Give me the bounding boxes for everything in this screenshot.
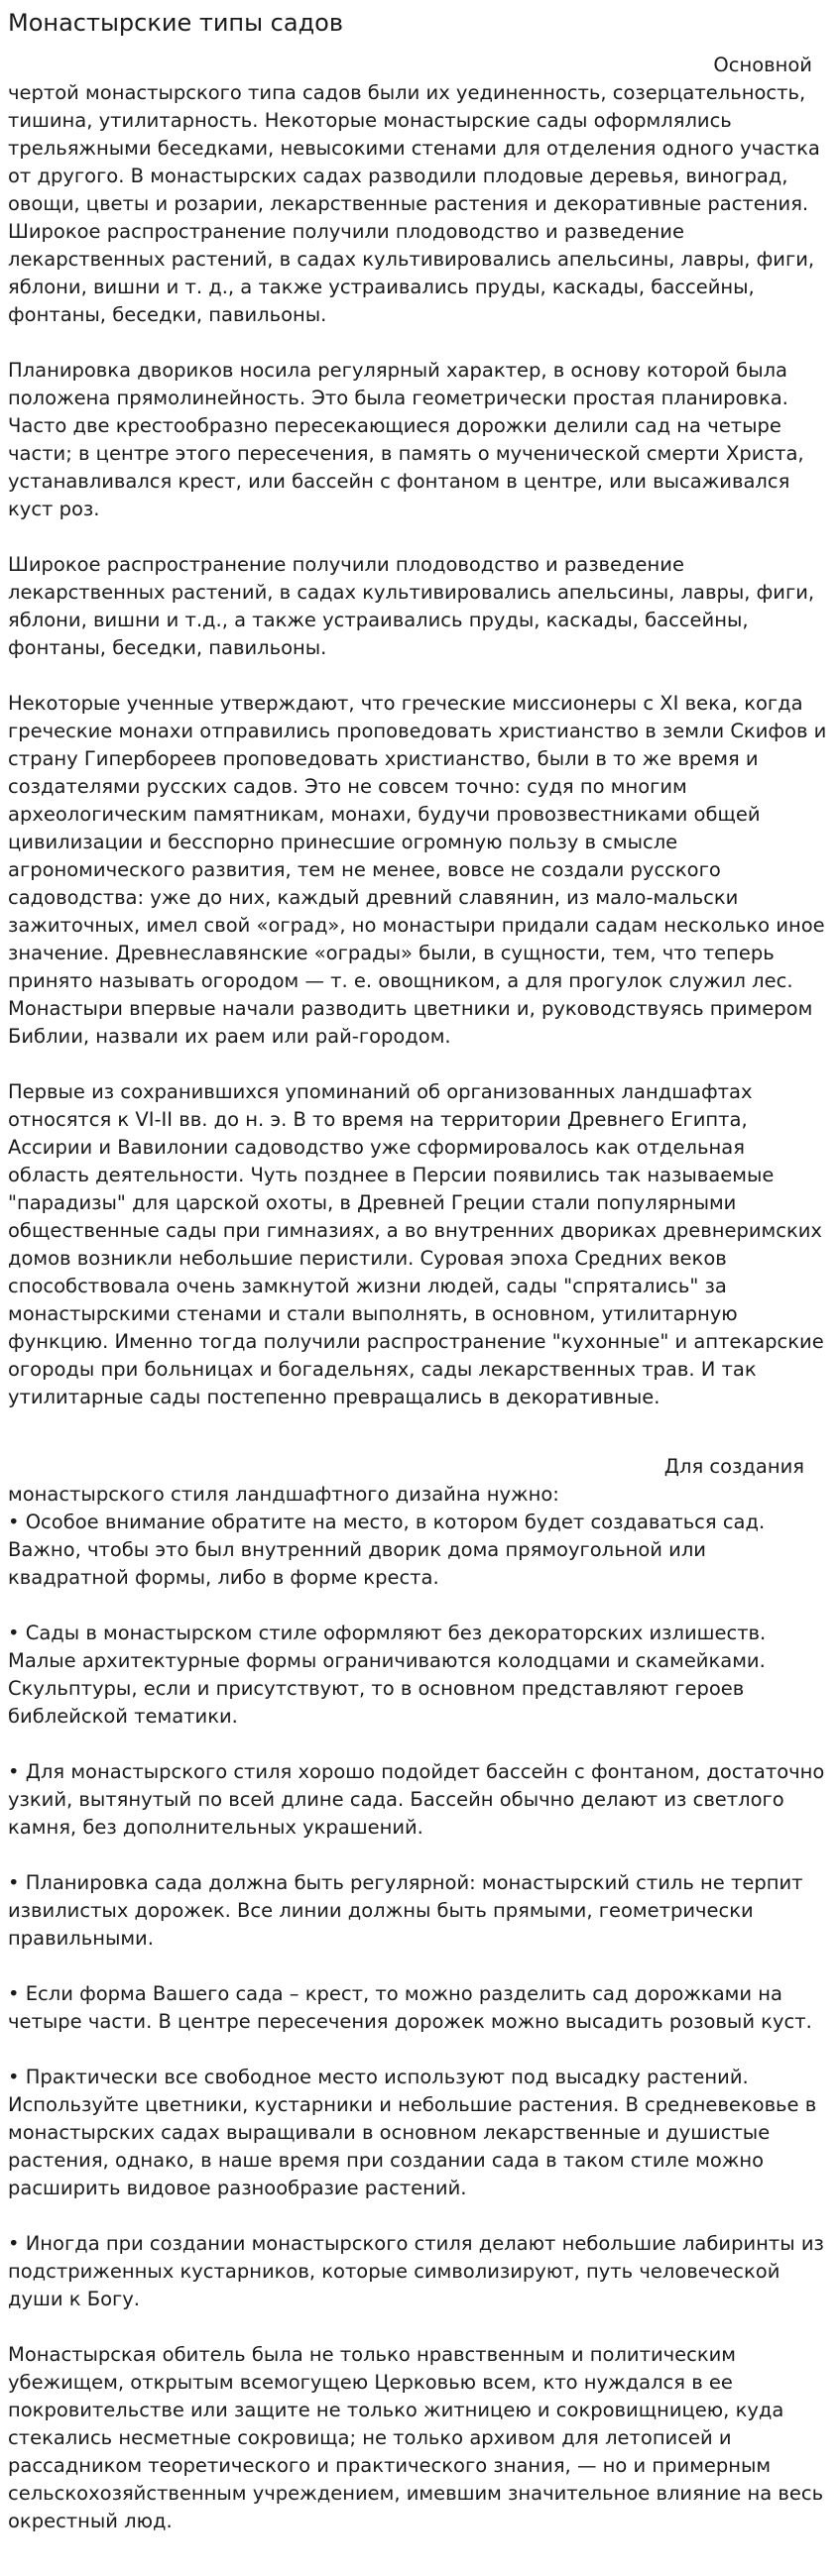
- paragraph-lead-text: Основной: [713, 54, 812, 76]
- paragraph-intro: [8, 52, 832, 329]
- list-item: • Для монастырского стиля хорошо подойдет бассейн с фонтаном, достаточно узкий, вытянутый по всей длине сада. Бассейн обычно делают из светлого камня, без дополнительных украшений.: [8, 1760, 825, 1839]
- page-title: Монастырские типы садов: [8, 9, 344, 37]
- paragraph-history: Первые из сохранившихся упоминаний об организованных ландшафтах относятся к VI-II вв. до н. э. В то время на территории Древнего Египта, Ассирии и Вавилонии садоводство уже сформировалось как отдельная область деятельности. Чуть позднее в Персии появились так называемые "парадизы" для царской охоты, в Древней Греции стали популярными общественные сады при гимназиях, а во внутренних двориках древнеримских домов возникли небольшие перистили. Суровая эпоха Средних веков способствовала очень замкнутой жизни людей, сады "спрятались" за монастырскими стенами и стали выполнять, в основном, утилитарную функцию. Именно тогда получили распространение "кухонные" и аптекарские огороды при больницах и богадельнях, сады лекарственных трав. И так утилитарные сады постепенно превращались в декоративные.: [8, 1080, 824, 1408]
- list-item: • Сады в монастырском стиле оформляют без декораторских излишеств. Малые архитектурные формы ограничиваются колодцами и скамейками. Скульптуры, если и присутствуют, то в основном представляют героев библейской тематики.: [8, 1622, 767, 1728]
- paragraph-lead-text: Для создания: [663, 1455, 804, 1478]
- paragraph-cultivation: Широкое распространение получили плодоводство и разведение лекарственных растений, в садах культивировались апельсины, лавры, фиги, яблони, вишни и т.д., а также устраивались пруды, каскады, бассейны, фонтаны, беседки, павильоны.: [8, 553, 815, 659]
- paragraph-layout: Планировка двориков носила регулярный характер, в основу которой была положена прямолинейность. Это была геометрически простая планировка. Часто две крестообразно пересекающиеся дорожки делили сад на четыре части; в центре этого пересечения, в память о мученической смерти Христа, устанавливался крест, или бассейн с фонтаном в центре, или высаживался куст роз.: [8, 359, 804, 520]
- paragraph-howto-intro: [8, 1453, 832, 1509]
- list-item: • Планировка сада должна быть регулярной: монастырский стиль не терпит извилистых дорожек. Все линии должны быть прямыми, геометрически правильными.: [8, 1871, 803, 1950]
- list-item: • Особое внимание обратите на место, в котором будет создаваться сад. Важно, чтобы это был внутренний дворик дома прямоугольной или квадратной формы, либо в форме креста.: [8, 1511, 766, 1589]
- list-item: • Если форма Вашего сада – крест, то можно разделить сад дорожками на четыре части. В центре пересечения дорожек можно высадить розовый куст.: [8, 1982, 812, 2033]
- paragraph-body-text: чертой монастырского типа садов были их уединенность, созерцательность, тишина, утилитарность. Некоторые монастырские сады оформлялись трельяжными беседками, невысокими стенами для отделения одного участка от другого. В монастырских садах разводили плодовые деревья, виноград, овощи, цветы и розарии, лекарственные растения и декоративные растения. Широкое распространение получили плодоводство и разведение лекарственных растений, в садах культивировались апельсины, лавры, фиги, яблони, вишни и т. д., а также устраивались пруды, каскады, бассейны, фонтаны, беседки, павильоны.: [8, 81, 820, 326]
- paragraph-missionaries: Некоторые ученные утверждают, что греческие миссионеры с XI века, когда греческие монахи отправились проповедовать христианство в земли Скифов и страну Гипербореев проповедовать христианство, были в то же время и создателями русских садов. Это не совсем точно: судя по многим археологическим памятникам, монахи, будучи провозвестниками общей цивилизации и бесспорно принесшие огромную пользу в смысле агрономического развития, тем не менее, вовсе не создали русского садоводства: уже до них, каждый древний славянин, из мало-мальски зажиточных, имел свой «оград», но монастыри придали садам несколько иное значение. Древнеславянские «ограды» были, в сущности, тем, что теперь принято называть огородом — т. е. овощником, а для прогулок служил лес. Монастыри впервые начали разводить цветники и, руководствуясь примером Библии, назвали их раем или рай-городом.: [8, 692, 827, 1048]
- paragraph-conclusion: Монастырская обитель была не только нравственным и политическим убежищем, открытым всемогущею Церковью всем, кто нуждался в ее покровительстве или защите не только житницею и сокровищницею, куда стекались несметные сокровища; не только архивом для летописей и рассадником теоретического и практического знания, — но и примерным сельскохозяйственным учреждением, имевшим значительное влияние на весь окрестный люд.: [8, 2343, 824, 2532]
- list-item: • Иногда при создании монастырского стиля делают небольшие лабиринты из подстриженных кустарников, которые символизируют, путь человеческой души к Богу.: [8, 2232, 824, 2310]
- list-item: • Практически все свободное место используют под высадку растений. Используйте цветники, кустарники и небольшие растения. В средневековье в монастырских садах выращивали в основном лекарственные и душистые растения, однако, в наше время при создании сада в таком стиле можно расширить видовое разнообразие растений.: [8, 2066, 817, 2199]
- paragraph-body-text: монастырского стиля ландшафтного дизайна нужно:: [8, 1483, 559, 1506]
